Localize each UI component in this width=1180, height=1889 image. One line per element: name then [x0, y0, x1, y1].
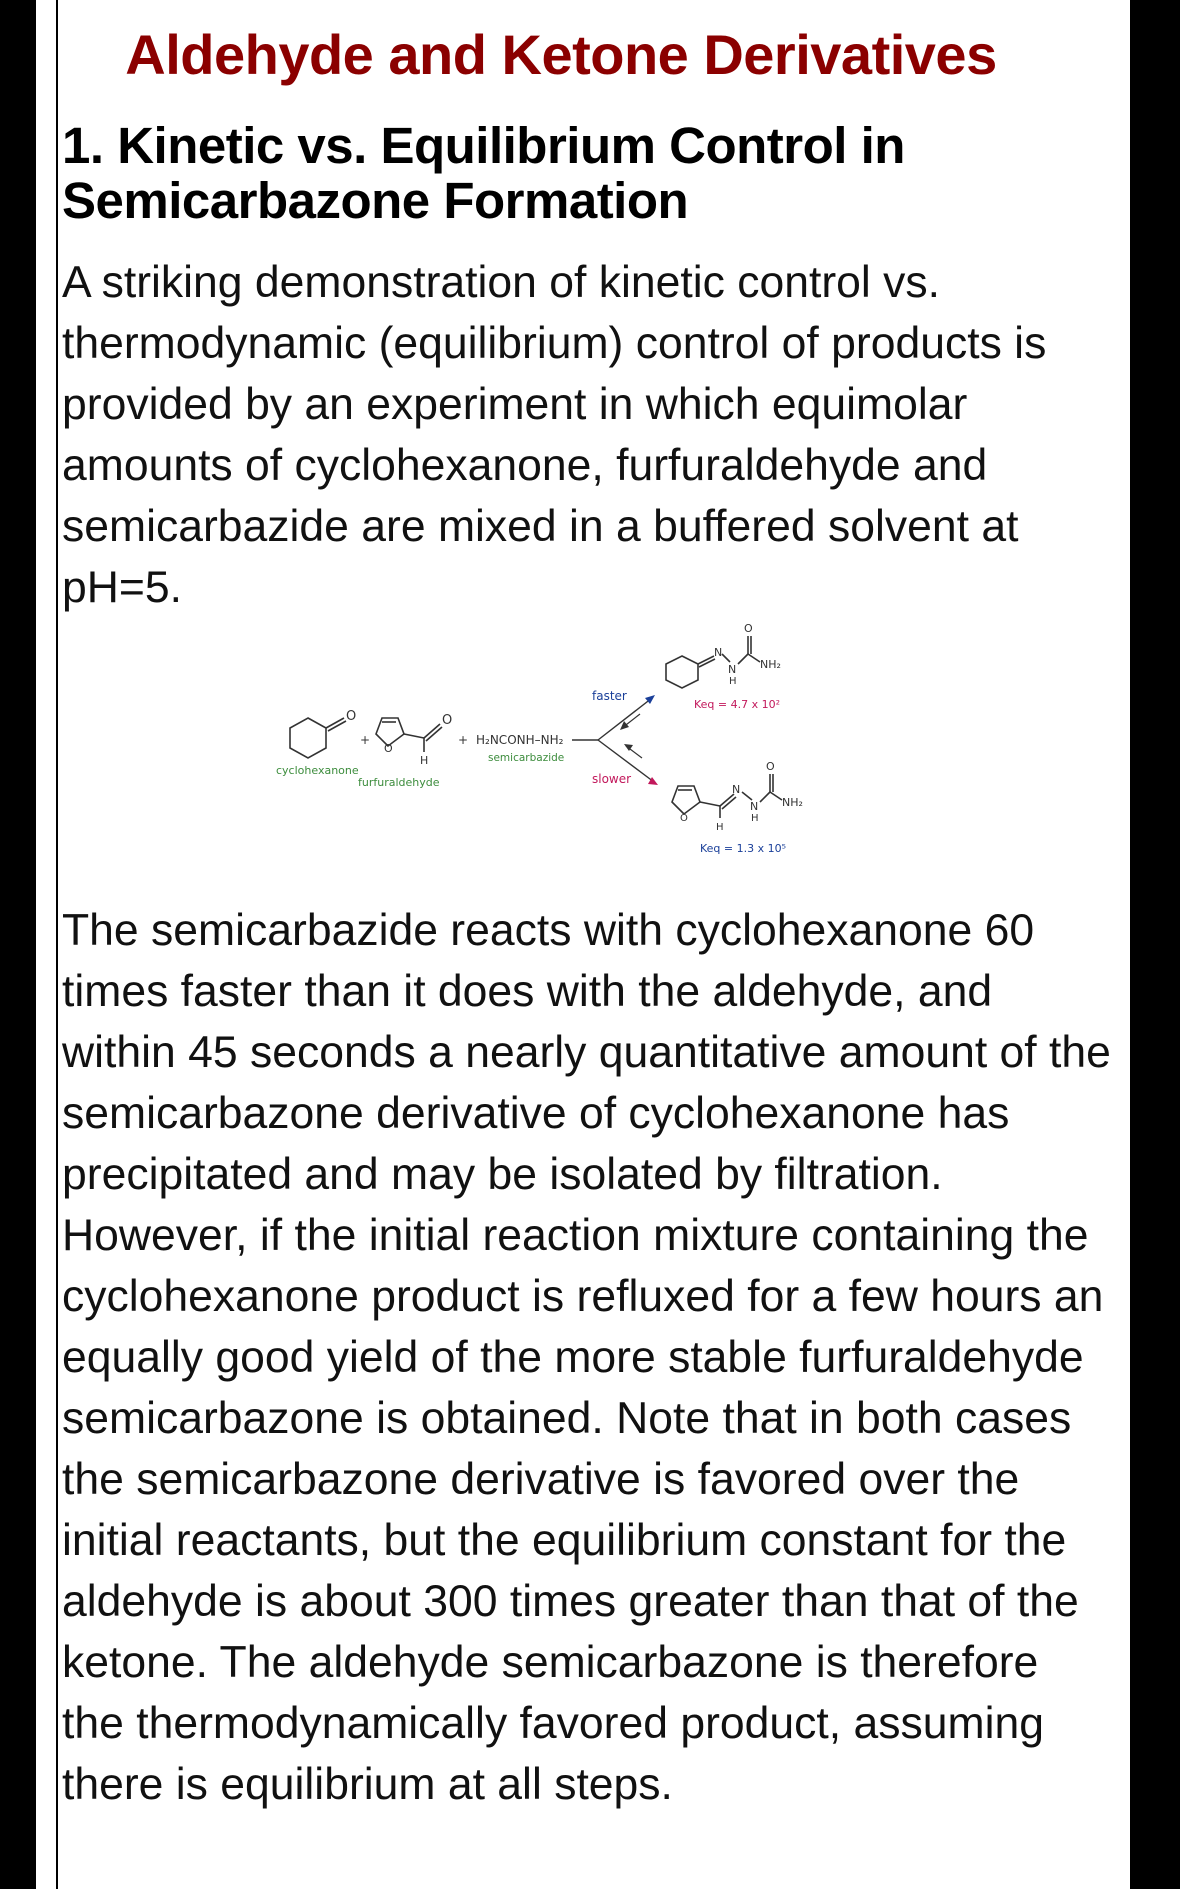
content-column: [56, 0, 1124, 1889]
top-nh-h-label: H: [729, 676, 737, 687]
cyclohexanone-o-label: O: [346, 709, 357, 724]
bottom-n2-label: N: [750, 800, 759, 813]
furfuraldehyde-structure: [376, 713, 452, 767]
intro-paragraph: A striking demonstration of kinetic control vs. thermodynamic (equilibrium) control of products is provided by an experiment in which equimolar amounts of cyclohexanone, furfuraldehyde and semicarbazide are mixed in a buffered solvent at pH=5.: [62, 258, 1047, 612]
top-carbonyl-o-label: O: [744, 622, 753, 635]
furfuraldehyde-label: furfuraldehyde: [358, 776, 440, 789]
faster-reverse-arrow: [620, 714, 640, 730]
top-n2-label: N: [728, 663, 737, 676]
keq-bottom-label: Keq = 1.3 x 10⁵: [700, 842, 787, 855]
cyclohexanone-label: cyclohexanone: [276, 764, 359, 777]
semicarbazide-label: semicarbazide: [488, 752, 565, 764]
furan-o-label: O: [384, 742, 393, 755]
keq-top-label: Keq = 4.7 x 10²: [694, 698, 781, 711]
top-n1-label: N: [714, 646, 723, 659]
slower-reverse-arrow: [624, 744, 642, 758]
slower-label: slower: [592, 772, 632, 786]
bottom-n1-label: N: [732, 783, 741, 796]
bottom-carbonyl-o-label: O: [766, 760, 775, 773]
page-title: Aldehyde and Ketone Derivatives: [125, 23, 997, 86]
plus-sign-1: +: [360, 733, 371, 747]
bottom-furan-o-label: O: [680, 813, 688, 824]
bottom-nh-h-label: H: [751, 813, 759, 824]
explanation-paragraph: The semicarbazide reacts with cyclohexanone 60 times faster than it does with the aldehyde, and within 45 seconds a nearly quantitative amount of the semicarbazone derivative of cyclohexanone has precipitated and may be isolated by filtration. However, if the initial reaction mixture containing the cyclohexanone product is refluxed for a few hours an equally good yield of the more stable furfuraldehyde semicarbazone is obtained. Note that in both cases the semicarbazone derivative is favored over the initial reactants, but the equilibrium constant for the aldehyde is about 300 times greater than that of the ketone. The aldehyde semicarbazone is therefore the thermodynamically favored product, assuming there is equilibrium at all steps.: [62, 906, 1111, 1809]
semicarbazide-formula: H₂NCONH–NH₂: [476, 733, 564, 747]
bottom-ch-h-label: H: [716, 822, 724, 833]
aldehyde-o-label: O: [442, 713, 453, 728]
furfuraldehyde-semicarbazone-structure: [672, 760, 803, 833]
page: [36, 0, 1130, 1889]
top-nh2-label: NH₂: [760, 658, 781, 671]
cyclohexanone-structure: [290, 709, 356, 758]
bottom-nh2-label: NH₂: [782, 796, 803, 809]
reaction-scheme-diagram: [58, 618, 1124, 898]
plus-sign-2: +: [458, 733, 469, 747]
faster-label: faster: [592, 689, 627, 703]
reaction-scheme: [58, 618, 1124, 898]
aldehyde-h-label: H: [420, 754, 429, 767]
section-heading: 1. Kinetic vs. Equilibrium Control in Semicarbazone Formation: [62, 117, 905, 229]
cyclohexanone-semicarbazone-structure: [666, 622, 781, 688]
